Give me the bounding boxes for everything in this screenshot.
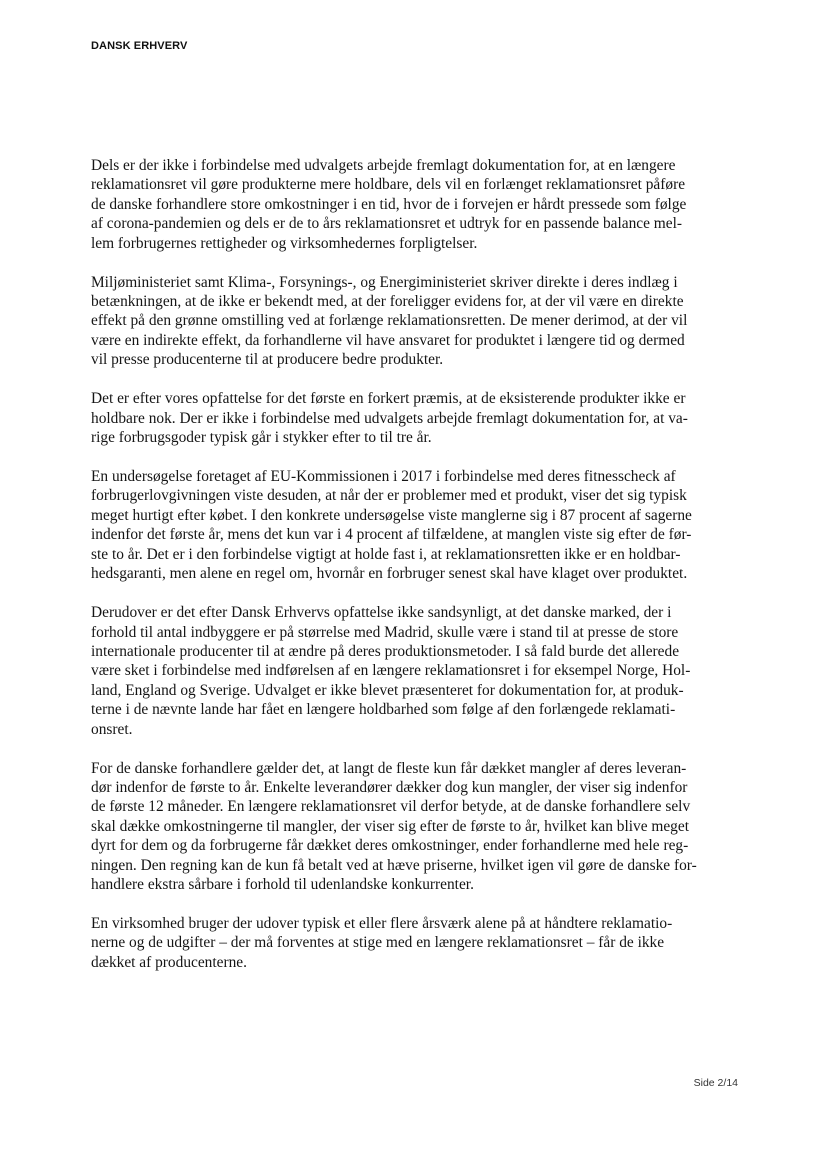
paragraph <box>91 914 723 972</box>
text-line: land, England og Sverige. Udvalget er ikke blevet præsenteret for dokumentation for, at produk- <box>91 681 684 699</box>
text-line: indenfor det første år, mens det kun var i 4 procent af tilfældene, at manglen viste sig efter de før- <box>91 526 692 544</box>
text-line: hedsgaranti, men alene en regel om, hvornår en forbruger senest skal have klaget over produktet. <box>91 565 688 583</box>
text-line: Det er efter vores opfattelse for det første en forkert præmis, at de eksisterende produkter ikke er <box>91 390 686 408</box>
paragraph <box>91 467 723 583</box>
text-line: forbrugerlovgivningen viste desuden, at når der er problemer med et produkt, viser det sig typisk <box>91 487 687 505</box>
paragraph <box>91 603 723 739</box>
text-line: Derudover er det efter Dansk Erhvervs opfattelse ikke sandsynligt, at det danske marked, der i <box>91 604 672 622</box>
text-line: være sket i forbindelse med indførelsen af en længere reklamationsret i for eksempel Norge, Hol- <box>91 662 691 680</box>
paragraph <box>91 156 723 253</box>
document-body <box>91 156 723 992</box>
text-line: internationale producenter til at ændre på deres produktionsmetoder. I så fald burde det allerede <box>91 642 680 660</box>
text-line: En undersøgelse foretaget af EU-Kommissionen i 2017 i forbindelse med deres fitnesscheck af <box>91 468 676 486</box>
text-line: rige forbrugsgoder typisk går i stykker efter to til tre år. <box>91 429 432 447</box>
text-line: reklamationsret vil gøre produkterne mere holdbare, dels vil en forlænget reklamationsret påføre <box>91 176 686 194</box>
text-line: af corona-pandemien og dels er de to års reklamationsret et udtryk for en passende balance mel- <box>91 215 683 233</box>
text-line: effekt på den grønne omstilling ved at forlænge reklamationsretten. De mener derimod, at der vil <box>91 312 688 330</box>
text-line: betænkningen, at de ikke er bekendt med, at der foreligger evidens for, at der vil være en direkte <box>91 293 684 311</box>
text-line: nerne og de udgifter – der må forventes at stige med en længere reklamationsret – får de ikke <box>91 934 665 952</box>
company-header: DANSK ERHVERV <box>91 40 188 52</box>
text-line: være en indirekte effekt, da forhandlerne vil have ansvaret for produktet i længere tid og dermed <box>91 331 685 349</box>
text-line: dør indenfor de første to år. Enkelte leverandører dækker dog kun mangler, der viser sig indenfor <box>91 778 688 796</box>
paragraph <box>91 273 723 370</box>
paragraph <box>91 389 723 447</box>
page-number: Side 2/14 <box>693 1077 738 1089</box>
text-line: dyrt for dem og da forbrugerne får dækket deres omkostninger, ender forhandlerne med hele reg- <box>91 837 689 855</box>
text-line: ste to år. Det er i den forbindelse vigtigt at holde fast i, at reklamationsretten ikke er en holdbar- <box>91 545 681 563</box>
text-line: onsret. <box>91 720 133 738</box>
text-line: Dels er der ikke i forbindelse med udvalgets arbejde fremlagt dokumentation for, at en længere <box>91 157 676 174</box>
text-line: skal dække omkostningerne til mangler, der viser sig efter de første to år, hvilket kan blive meget <box>91 817 689 835</box>
text-line: holdbare nok. Der er ikke i forbindelse med udvalgets arbejde fremlagt dokumentation for, at va- <box>91 409 688 427</box>
text-line: lem forbrugernes rettigheder og virksomhedernes forpligtelser. <box>91 234 478 252</box>
text-line: meget hurtigt efter købet. I den konkrete undersøgelse viste manglerne sig i 87 procent af sagerne <box>91 506 692 524</box>
text-line: de første 12 måneder. En længere reklamationsret vil derfor betyde, at de danske forhandlere selv <box>91 798 691 816</box>
text-line: dækket af producenterne. <box>91 953 247 971</box>
text-line: forhold til antal indbyggere er på størrelse med Madrid, skulle være i stand til at presse de store <box>91 623 679 641</box>
text-line: En virksomhed bruger der udover typisk et eller flere årsværk alene på at håndtere reklamatio- <box>91 914 673 932</box>
text-line: handlere ekstra sårbare i forhold til udenlandske konkurrenter. <box>91 875 474 893</box>
text-line: de danske forhandlere store omkostninger i en tid, hvor de i forvejen er hårdt pressede som følge <box>91 195 687 213</box>
paragraph <box>91 759 723 895</box>
text-line: terne i de nævnte lande har fået en længere holdbarhed som følge af den forlængede reklamati- <box>91 701 676 719</box>
text-line: vil presse producenterne til at producere bedre produkter. <box>91 351 444 369</box>
text-line: ningen. Den regning kan de kun få betalt ved at hæve priserne, hvilket igen vil gøre de danske for- <box>91 856 697 874</box>
text-line: For de danske forhandlere gælder det, at langt de fleste kun får dækket mangler af deres leveran- <box>91 759 687 777</box>
text-line: Miljøministeriet samt Klima-, Forsynings-, og Energiministeriet skriver direkte i deres indlæg i <box>91 273 678 291</box>
